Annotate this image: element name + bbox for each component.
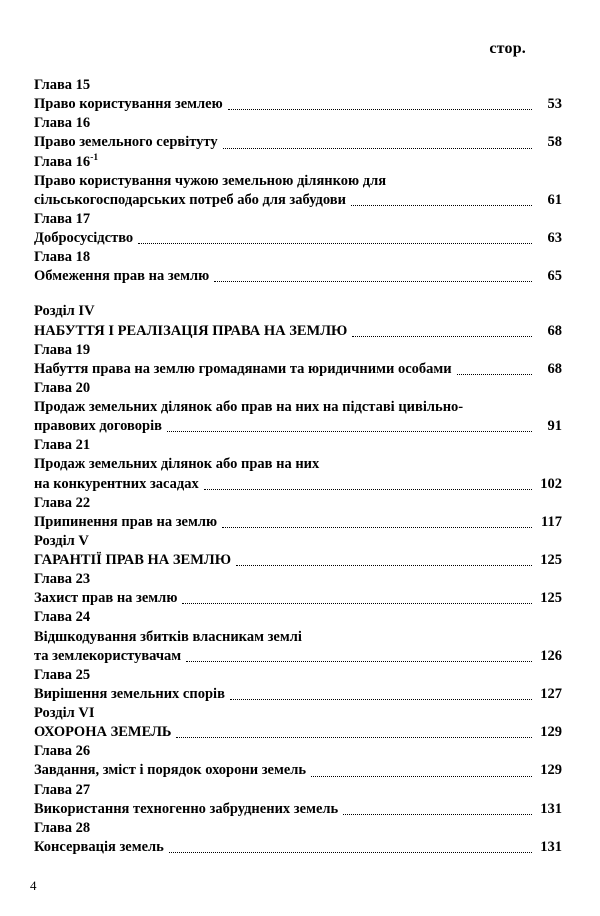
toc-dot-leader <box>169 851 532 853</box>
toc-entry-title: Право користування землею <box>34 96 223 113</box>
page-column-header: стор. <box>489 40 526 57</box>
toc-dot-leader <box>228 108 532 110</box>
toc-entry-page-number: 61 <box>547 191 562 208</box>
toc-chapter-label-text: Глава 18 <box>34 249 91 266</box>
toc-chapter-label-text: Глава 17 <box>34 210 91 227</box>
toc-chapter-label-text: Глава 26 <box>34 743 91 760</box>
toc-entry-last-line <box>34 647 562 666</box>
toc-entry-title: Право земельного сервітуту <box>34 134 218 151</box>
toc-entry-page-number: 129 <box>540 762 562 779</box>
toc-entry-page-number: 68 <box>547 360 562 377</box>
toc-entry[interactable] <box>28 398 562 436</box>
toc-entry-title: правових договорів <box>34 418 162 435</box>
toc-dot-leader <box>167 430 532 432</box>
toc-entry[interactable] <box>28 95 562 114</box>
toc-entry-page-number: 63 <box>547 230 562 246</box>
toc-chapter-label-text: Глава 24 <box>34 609 91 626</box>
toc-dot-leader <box>222 526 532 528</box>
toc-entry-last-line <box>34 191 562 210</box>
toc-entry-page-number: 65 <box>547 268 562 285</box>
toc-entry-last-line <box>34 417 562 436</box>
toc-entry[interactable] <box>28 455 562 493</box>
toc-entry-title: Завдання, зміст і порядок охорони земель <box>34 762 307 779</box>
toc-entry-title: Консервація земель <box>34 838 164 855</box>
toc-entry-page-number: 131 <box>540 838 562 855</box>
toc-entry[interactable] <box>28 322 562 341</box>
toc-entry-page-number: 102 <box>540 475 562 492</box>
toc-entry-page-number: 126 <box>540 647 562 664</box>
toc-chapter-label-text: Глава 22 <box>34 494 91 511</box>
toc-dot-leader <box>182 602 532 604</box>
toc-dot-leader <box>138 242 532 244</box>
toc-chapter-label <box>28 114 562 133</box>
toc-chapter-label <box>28 494 562 513</box>
toc-entry-title: Використання техногенно забруднених земель <box>34 800 339 817</box>
toc-entry[interactable] <box>28 172 562 210</box>
toc-chapter-label-text: Глава 27 <box>34 781 91 798</box>
toc-entry[interactable] <box>28 685 562 704</box>
toc-entry[interactable] <box>28 761 562 780</box>
toc-entry-title: Обмеження прав на землю <box>34 268 210 285</box>
page-folio-number: 4 <box>30 878 37 893</box>
toc-chapter-label <box>28 570 562 589</box>
toc-chapter-label-text: Глава 16 <box>34 115 91 132</box>
toc-dot-leader <box>223 147 532 149</box>
toc-dot-leader <box>457 373 532 375</box>
toc-entry[interactable] <box>28 551 562 570</box>
toc-chapter-label-text: Глава 23 <box>34 571 91 588</box>
toc-entry-page-number: 129 <box>540 724 562 741</box>
toc-chapter-label-text: Розділ VI <box>34 705 95 721</box>
toc-entry-title: ОХОРОНА ЗЕМЕЛЬ <box>34 724 172 741</box>
toc-entry-page-number: 127 <box>540 685 562 702</box>
toc-entry-page-number: 117 <box>541 513 562 530</box>
toc-entry-page-number: 68 <box>547 322 562 339</box>
toc-entry-title: Захист прав на землю <box>34 590 178 607</box>
toc-dot-leader <box>311 775 532 777</box>
toc-entry-title: НАБУТТЯ І РЕАЛІЗАЦІЯ ПРАВА НА ЗЕМЛЮ <box>34 322 348 339</box>
toc-chapter-label <box>28 532 562 551</box>
toc-dot-leader <box>204 488 532 490</box>
toc-chapter-label <box>28 704 562 723</box>
toc-entry-title-line: Продаж земельних ділянок або прав на них на підставі цивільно- <box>34 399 464 415</box>
toc-chapter-label-text: Глава 19 <box>34 341 91 358</box>
toc-chapter-superscript: -1 <box>90 152 99 163</box>
toc-entry[interactable] <box>28 628 562 666</box>
toc-chapter-label-text: Глава 28 <box>34 819 91 836</box>
toc-dot-leader <box>230 698 532 700</box>
toc-entry-page-number: 125 <box>540 590 562 607</box>
toc-dot-leader <box>351 204 532 206</box>
toc-entry[interactable] <box>28 133 562 152</box>
toc-chapter-label <box>28 76 562 95</box>
toc-chapter-label <box>28 302 562 321</box>
toc-entry-title-line: Право користування чужою земельною ділянкою для <box>34 172 387 189</box>
toc-entry-last-line <box>34 475 562 494</box>
toc-entry[interactable] <box>28 800 562 819</box>
toc-chapter-label <box>28 436 562 455</box>
toc-entry-title: ГАРАНТІЇ ПРАВ НА ЗЕМЛЮ <box>34 552 232 568</box>
toc-entry-title: Вирішення земельних спорів <box>34 685 225 702</box>
toc-entry-page-number: 58 <box>547 134 562 151</box>
toc-spacer <box>28 286 562 302</box>
toc-chapter-label <box>28 379 562 398</box>
toc-entry[interactable] <box>28 360 562 379</box>
toc-chapter-label-text: Глава 15 <box>34 77 91 93</box>
toc-entry-page-number: 91 <box>547 418 562 435</box>
toc-dot-leader <box>236 564 532 566</box>
toc-dot-leader <box>352 335 532 337</box>
toc-chapter-label <box>28 608 562 627</box>
toc-entry-title-line: Відшкодування збитків власникам землі <box>34 628 302 645</box>
toc-entry-title-line: Продаж земельних ділянок або прав на них <box>34 456 320 473</box>
toc-dot-leader <box>186 660 532 662</box>
toc-entry[interactable] <box>28 838 562 857</box>
toc-chapter-label <box>28 781 562 800</box>
table-of-contents <box>28 76 562 857</box>
toc-entry[interactable] <box>28 589 562 608</box>
toc-entry-title: Добросусідство <box>34 230 134 246</box>
toc-dot-leader <box>343 813 532 815</box>
toc-entry-title: сільськогосподарських потреб або для забудови <box>34 191 346 208</box>
toc-chapter-label <box>28 742 562 761</box>
toc-chapter-label <box>28 819 562 838</box>
toc-chapter-label <box>28 153 562 172</box>
toc-entry-page-number: 125 <box>540 552 562 568</box>
toc-entry[interactable] <box>28 723 562 742</box>
toc-chapter-label <box>28 666 562 685</box>
toc-chapter-label-text: Глава 21 <box>34 437 91 454</box>
toc-entry[interactable] <box>28 229 562 248</box>
toc-chapter-label <box>28 341 562 360</box>
toc-chapter-label <box>28 210 562 229</box>
toc-chapter-label-text: Розділ IV <box>34 303 95 320</box>
toc-entry-page-number: 131 <box>540 800 562 817</box>
toc-chapter-label-text: Розділ V <box>34 532 89 549</box>
toc-chapter-label <box>28 248 562 267</box>
toc-chapter-label-text: Глава 25 <box>34 666 91 683</box>
toc-entry-page-number: 53 <box>547 96 562 113</box>
toc-entry-title: на конкурентних засадах <box>34 475 199 492</box>
toc-entry-title: Набуття права на землю громадянами та юридичними особами <box>34 360 452 377</box>
toc-entry[interactable] <box>28 267 562 286</box>
toc-entry[interactable] <box>28 513 562 532</box>
toc-dot-leader <box>214 280 532 282</box>
toc-chapter-label-text: Глава 16 <box>34 153 91 170</box>
toc-entry-title: та землекористувачам <box>34 647 182 664</box>
toc-chapter-label-text: Глава 20 <box>34 379 91 396</box>
toc-entry-title: Припинення прав на землю <box>34 513 218 530</box>
toc-dot-leader <box>176 736 532 738</box>
